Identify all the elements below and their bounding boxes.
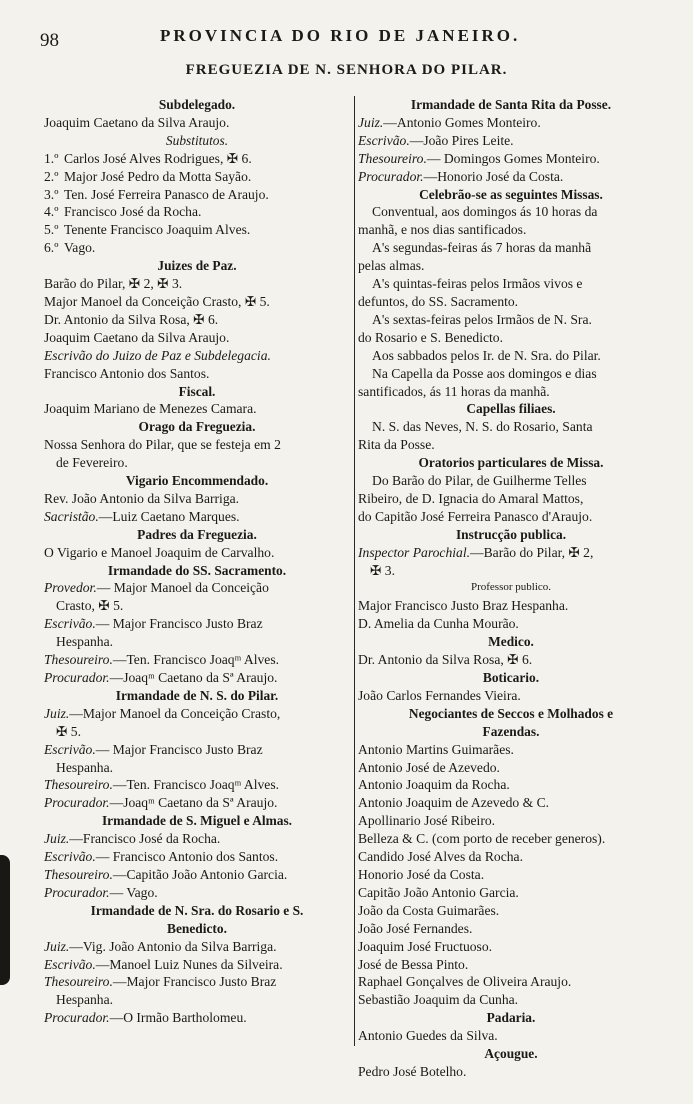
mass-schedule	[358, 203, 664, 400]
section-heading: Irmandade do SS. Sacramento.	[107, 562, 287, 578]
section-heading: Juizes de Paz.	[157, 258, 237, 274]
list-item: 4.º Francisco José da Rocha.	[44, 204, 202, 220]
list-item: Antonio Joaquim da Rocha.	[358, 777, 510, 793]
text-line: D. Amelia da Cunha Mourão.	[358, 616, 519, 632]
section-heading: Celebrão-se as seguintes Missas.	[419, 186, 603, 202]
section-subheading: Substitutos.	[165, 132, 229, 148]
text-line: Joaquim Caetano da Silva Araujo.	[44, 114, 230, 130]
text-line: de Fevereiro.	[56, 455, 128, 471]
text-line: Dr. Antonio da Silva Rosa, ✠ 6.	[44, 311, 219, 327]
list-item: João José Fernandes.	[358, 920, 473, 936]
text-line: Rev. João Antonio da Silva Barriga.	[44, 490, 240, 506]
page-number: 98	[40, 30, 59, 51]
list-item: José de Bessa Pinto.	[358, 956, 469, 972]
text-line: ✠ 5.	[56, 723, 81, 739]
text-line: Sacristão.—Luiz Caetano Marques.	[44, 508, 240, 524]
text-line: Hespanha.	[56, 992, 113, 1008]
text-line: Escrivão.— Francisco Antonio dos Santos.	[44, 849, 279, 865]
section-heading: Medico.	[488, 634, 534, 650]
text-line: Procurador.—O Irmão Bartholomeu.	[44, 1010, 247, 1026]
text-line: Escrivão.—Manoel Luiz Nunes da Silveira.	[44, 956, 283, 972]
text-line: Procurador.—Joaqᵐ Caetano da Sª Araujo.	[44, 795, 278, 811]
section-heading: Oratorios particulares de Missa.	[418, 455, 604, 471]
text-line: Francisco Antonio dos Santos.	[44, 365, 210, 381]
text-line: Procurador.— Vago.	[44, 884, 158, 900]
text-line: do Capitão José Ferreira Panasco d'Araujo.	[358, 508, 593, 524]
section-heading: Negociantes de Seccos e Molhados e	[408, 705, 614, 721]
text-line: Escrivão.— Major Francisco Justo Braz	[44, 741, 263, 757]
merchant-list	[358, 741, 664, 1010]
text-line: Thesoureiro.—Major Francisco Justo Braz	[44, 974, 277, 990]
text-line: Aos sabbados pelos Ir. de N. Sra. do Pilar.	[372, 347, 601, 363]
text-line: Barão do Pilar, ✠ 2, ✠ 3.	[44, 276, 183, 292]
text-line: N. S. das Neves, N. S. do Rosario, Santa	[372, 419, 593, 435]
section-heading: Padaria.	[486, 1010, 536, 1026]
section-heading: Instrucção publica.	[455, 526, 567, 542]
text-line: Joaquim Caetano da Silva Araujo.	[44, 329, 230, 345]
list-item: 5.º Tenente Francisco Joaquim Alves.	[44, 222, 251, 238]
text-line: Major Manoel da Conceição Crasto, ✠ 5.	[44, 293, 270, 309]
list-item: Candido José Alves da Rocha.	[358, 849, 523, 865]
list-item: Capitão João Antonio Garcia.	[358, 884, 519, 900]
text-line: A's sextas-feiras pelos Irmãos de N. Sra.	[372, 311, 592, 327]
text-line: Hespanha.	[56, 759, 113, 775]
list-item: Apollinario José Ribeiro.	[358, 813, 496, 829]
text-line: Escrivão.— Major Francisco Justo Braz	[44, 616, 263, 632]
running-title: PROVINCIA DO RIO DE JANEIRO.	[160, 26, 521, 45]
list-item: Sebastião Joaquim da Cunha.	[358, 992, 519, 1008]
text-line: A's quintas-feiras pelos Irmãos vivos e	[372, 276, 583, 292]
list-item: Joaquim José Fructuoso.	[358, 938, 493, 954]
text-line: santificados, ás 11 horas da manhã.	[358, 383, 550, 399]
text-line: Provedor.— Major Manoel da Conceição	[44, 580, 269, 596]
section-heading: Subdelegado.	[158, 97, 236, 112]
section-heading: Vigario Encommendado.	[125, 473, 269, 489]
text-line: Do Barão do Pilar, de Guilherme Telles	[372, 473, 587, 489]
text-line: Dr. Antonio da Silva Rosa, ✠ 6.	[358, 652, 533, 668]
text-line: Major Francisco Justo Braz Hespanha.	[358, 598, 569, 614]
right-column	[354, 96, 664, 1079]
list-item: Antonio José de Azevedo.	[358, 759, 500, 775]
section-heading: Padres da Freguezia.	[137, 526, 257, 542]
list-item: João da Costa Guimarães.	[358, 902, 500, 918]
text-line: Antonio Guedes da Silva.	[358, 1028, 498, 1044]
text-line: Juiz.—Major Manoel da Conceição Crasto,	[44, 705, 281, 721]
list-item: Honorio José da Costa.	[358, 866, 485, 882]
role-label: Escrivão do Juizo de Paz e Subdelegacia.	[44, 347, 271, 363]
text-line: Ribeiro, de D. Ignacia do Amaral Mattos,	[358, 490, 584, 506]
text-line: ✠ 3.	[370, 562, 395, 578]
text-line: Thesoureiro.—Ten. Francisco Joaqᵐ Alves.	[44, 777, 280, 793]
section-heading: Benedicto.	[167, 920, 227, 936]
text-line: Thesoureiro.— Domingos Gomes Monteiro.	[358, 150, 600, 166]
text-line: defuntos, do SS. Sacramento.	[358, 293, 519, 309]
text-line: Crasto, ✠ 5.	[56, 598, 124, 614]
text-line: Na Capella da Posse aos domingos e dias	[372, 365, 597, 381]
text-line: A's segundas-feiras ás 7 horas da manhã	[372, 240, 592, 256]
text-line: Juiz.—Antonio Gomes Monteiro.	[358, 114, 541, 130]
section-heading: Irmandade de N. Sra. do Rosario e S.	[90, 902, 304, 918]
text-line: Inspector Parochial.—Barão do Pilar, ✠ 2,	[358, 544, 594, 560]
text-line: do Rosario e S. Benedicto.	[358, 329, 503, 345]
text-line: Hespanha.	[56, 634, 113, 650]
text-line: Pedro José Botelho.	[358, 1063, 467, 1079]
list-item: 2.º Major José Pedro da Motta Sayão.	[44, 168, 252, 184]
section-heading: Fazendas.	[482, 723, 540, 739]
list-item: 3.º Ten. José Ferreira Panasco de Araujo.	[44, 186, 269, 202]
text-line: Escrivão.—João Pires Leite.	[358, 132, 514, 148]
section-subheading: Professor publico.	[470, 581, 552, 594]
text-line: Procurador.—Honorio José da Costa.	[358, 168, 564, 184]
text-line: Joaquim Mariano de Menezes Camara.	[44, 401, 257, 417]
text-line: manhã, e nos dias santificados.	[358, 222, 527, 238]
section-heading: Orago da Freguezia.	[138, 419, 256, 435]
text-line: João Carlos Fernandes Vieira.	[358, 687, 521, 703]
text-line: Juiz.—Francisco José da Rocha.	[44, 831, 221, 847]
parish-title: FREGUEZIA DE N. SENHORA DO PILAR.	[185, 62, 508, 78]
section-heading: Irmandade de N. S. do Pilar.	[115, 687, 279, 703]
section-heading: Boticario.	[482, 670, 540, 685]
section-heading: Açougue.	[484, 1046, 538, 1062]
list-item: Antonio Joaquim de Azevedo & C.	[358, 795, 550, 811]
list-item: 6.º Vago.	[44, 240, 96, 256]
list-item: 1.º Carlos José Alves Rodrigues, ✠ 6.	[44, 150, 252, 166]
text-line: Juiz.—Vig. João Antonio da Silva Barriga.	[44, 938, 277, 954]
text-line: Nossa Senhora do Pilar, que se festeja em 2	[44, 437, 281, 453]
list-item: Raphael Gonçalves de Oliveira Araujo.	[358, 974, 572, 990]
text-line: Thesoureiro.—Ten. Francisco Joaqᵐ Alves.	[44, 652, 280, 668]
section-heading: Fiscal.	[178, 383, 216, 399]
section-heading: Irmandade de S. Miguel e Almas.	[101, 813, 293, 829]
text-line: Thesoureiro.—Capitão João Antonio Garcia.	[44, 866, 288, 882]
text-line: pelas almas.	[358, 258, 425, 274]
list-item: Antonio Martins Guimarães.	[358, 741, 514, 757]
binding-shadow	[0, 855, 10, 985]
text-line: Conventual, aos domingos ás 10 horas da	[372, 204, 598, 220]
left-column	[44, 96, 350, 1027]
section-heading: Capellas filiaes.	[466, 401, 556, 417]
text-line: Procurador.—Joaqᵐ Caetano da Sª Araujo.	[44, 670, 278, 685]
text-line: O Vigario e Manoel Joaquim de Carvalho.	[44, 544, 275, 560]
section-heading: Irmandade de Santa Rita da Posse.	[410, 97, 612, 112]
list-item: Belleza & C. (com porto de receber generos).	[358, 831, 606, 847]
text-line: Rita da Posse.	[358, 437, 435, 453]
